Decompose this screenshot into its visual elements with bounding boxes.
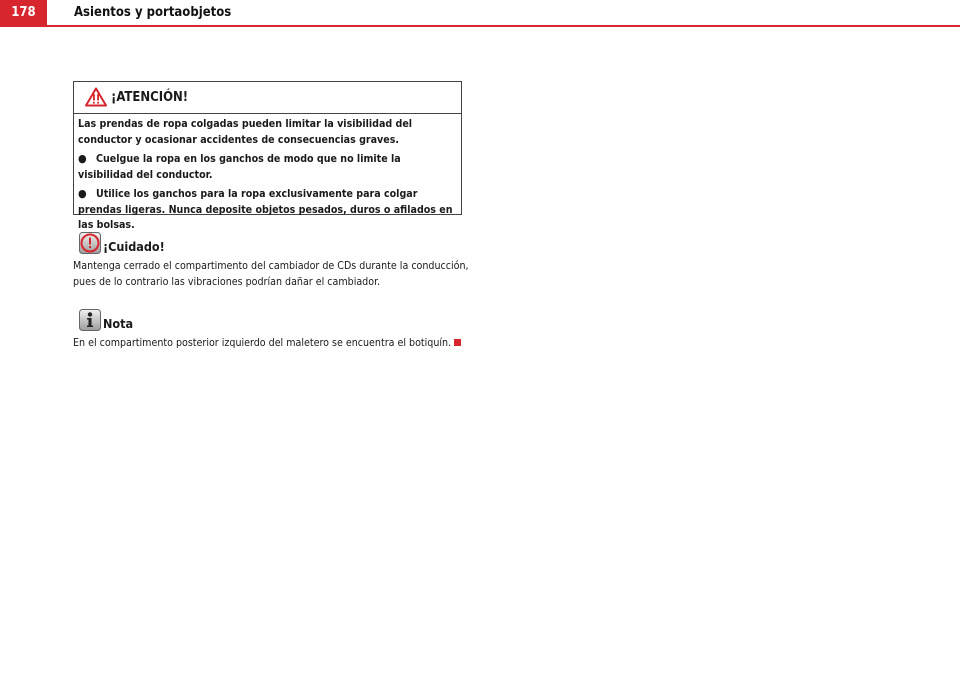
warning-paragraph: Las prendas de ropa colgadas pueden limitar la visibilidad del conductor y ocasionar accidentes de consecuencias graves. — [78, 118, 413, 146]
bullet-icon: ● — [78, 152, 87, 165]
caution-text: Mantenga cerrado el compartimento del cambiador de CDs durante la conducción, pues de lo contrario las vibraciones podrían dañar el cambiador. — [73, 260, 469, 288]
note-header — [73, 309, 473, 336]
warning-title: ¡ATENCIÓN! — [111, 90, 189, 105]
warning-bullet-text: Cuelgue la ropa en los ganchos de modo que no limite la visibilidad del conductor. — [78, 153, 401, 181]
note-section — [73, 309, 473, 352]
note-text-block — [73, 336, 473, 352]
warning-body — [74, 114, 461, 234]
header-divider — [0, 25, 960, 27]
section-title: Asientos y portaobjetos — [74, 5, 232, 20]
caution-title: ¡Cuidado! — [103, 239, 165, 254]
warning-bullet — [78, 151, 455, 183]
caution-exclamation-icon — [79, 232, 101, 254]
warning-header — [74, 82, 461, 114]
note-title: Nota — [103, 316, 134, 331]
note-text: En el compartimento posterior izquierdo del maletero se encuentra el botiquín. — [73, 337, 452, 349]
warning-triangle-icon — [85, 87, 107, 107]
info-icon — [79, 309, 101, 331]
warning-box — [73, 81, 462, 231]
caution-header — [73, 232, 473, 259]
bullet-icon: ● — [78, 187, 87, 200]
page-header — [0, 0, 960, 27]
page-number: 178 — [0, 0, 47, 25]
warning-bullet-text: Utilice los ganchos para la ropa exclusivamente para colgar prendas ligeras. Nunca deposite objetos pesados, duros o afilados en las bolsas. — [78, 188, 453, 231]
warning-bullet — [78, 186, 455, 234]
caution-section — [73, 232, 473, 290]
end-of-section-marker — [454, 339, 461, 346]
